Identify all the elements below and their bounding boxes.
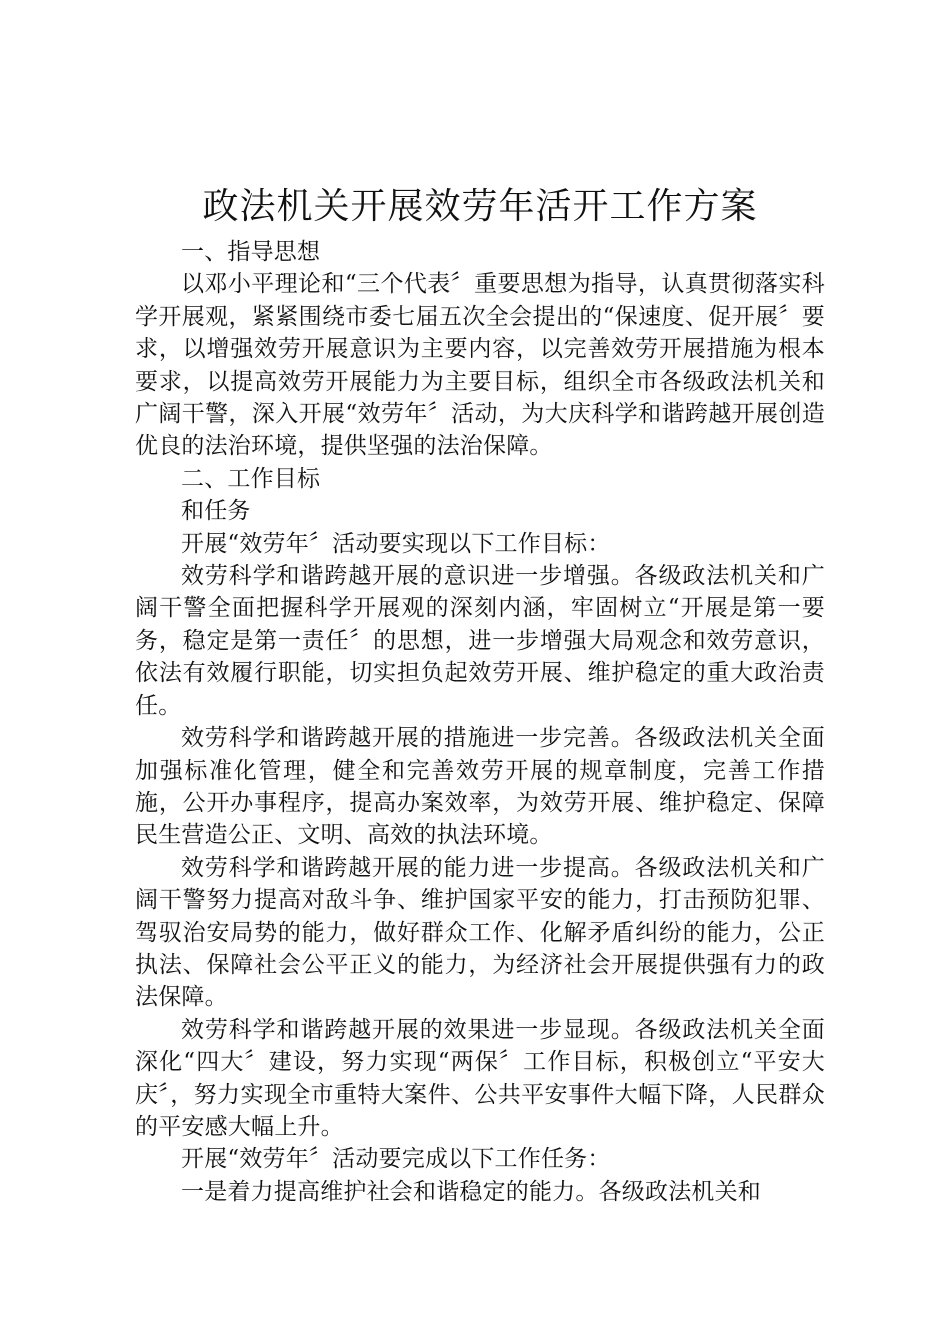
section-heading-work-goals: 二、工作目标	[181, 465, 321, 492]
section-heading-work-goals-continued: 和任务	[181, 498, 251, 525]
paragraph-task-one: 一是着力提高维护社会和谐稳定的能力。各级政法机关和	[181, 1178, 761, 1205]
paragraph-goal-awareness: 效劳科学和谐跨越开展的意识进一步增强。各级政法机关和广阔干警全面把握科学开展观的深刻内涵，牢固树立“开展是第一要务，稳定是第一责任〞的思想，进一步增强大局观念和效劳意识，依法有效履行职能，切实担负起效劳开展、维护稳定的重大政治责任。	[135, 563, 825, 719]
section-heading-guiding-thought: 一、指导思想	[181, 239, 321, 265]
paragraph-tasks-intro: 开展“效劳年〞活动要完成以下工作任务：	[181, 1146, 611, 1173]
document-title: 政法机关开展效劳年活开工作方案	[202, 186, 758, 227]
paragraph-goals-intro: 开展“效劳年〞活动要实现以下工作目标：	[181, 530, 611, 557]
paragraph-guiding-thought: 以邓小平理论和“三个代表〞重要思想为指导，认真贯彻落实科学开展观，紧紧围绕市委七届五次全会提出的“保速度、促开展〞要求，以增强效劳开展意识为主要内容，以完善效劳开展措施为根本要求，以提高效劳开展能力为主要目标，组织全市各级政法机关和广阔干警，深入开展“效劳年〞活动，为大庆科学和谐跨越开展创造优良的法治环境，提供坚强的法治保障。	[135, 271, 825, 460]
paragraph-goal-effect: 效劳科学和谐跨越开展的效果进一步显现。各级政法机关全面深化“四大〞建设，努力实现“两保〞工作目标，积极创立“平安大庆〞，努力实现全市重特大案件、公共平安事件大幅下降，人民群众的平安感大幅上升。	[135, 1016, 825, 1140]
document-page	[135, 180, 825, 1208]
paragraph-goal-measures: 效劳科学和谐跨越开展的措施进一步完善。各级政法机关全面加强标准化管理，健全和完善效劳开展的规章制度，完善工作措施，公开办事程序，提高办案效率，为效劳开展、维护稳定、保障民生营造公正、文明、高效的执法环境。	[135, 725, 825, 849]
paragraph-goal-capability: 效劳科学和谐跨越开展的能力进一步提高。各级政法机关和广阔干警努力提高对敌斗争、维护国家平安的能力，打击预防犯罪、驾驭治安局势的能力，做好群众工作、化解矛盾纠纷的能力，公正执法、保障社会公平正义的能力，为经济社会开展提供强有力的政法保障。	[135, 854, 825, 1011]
